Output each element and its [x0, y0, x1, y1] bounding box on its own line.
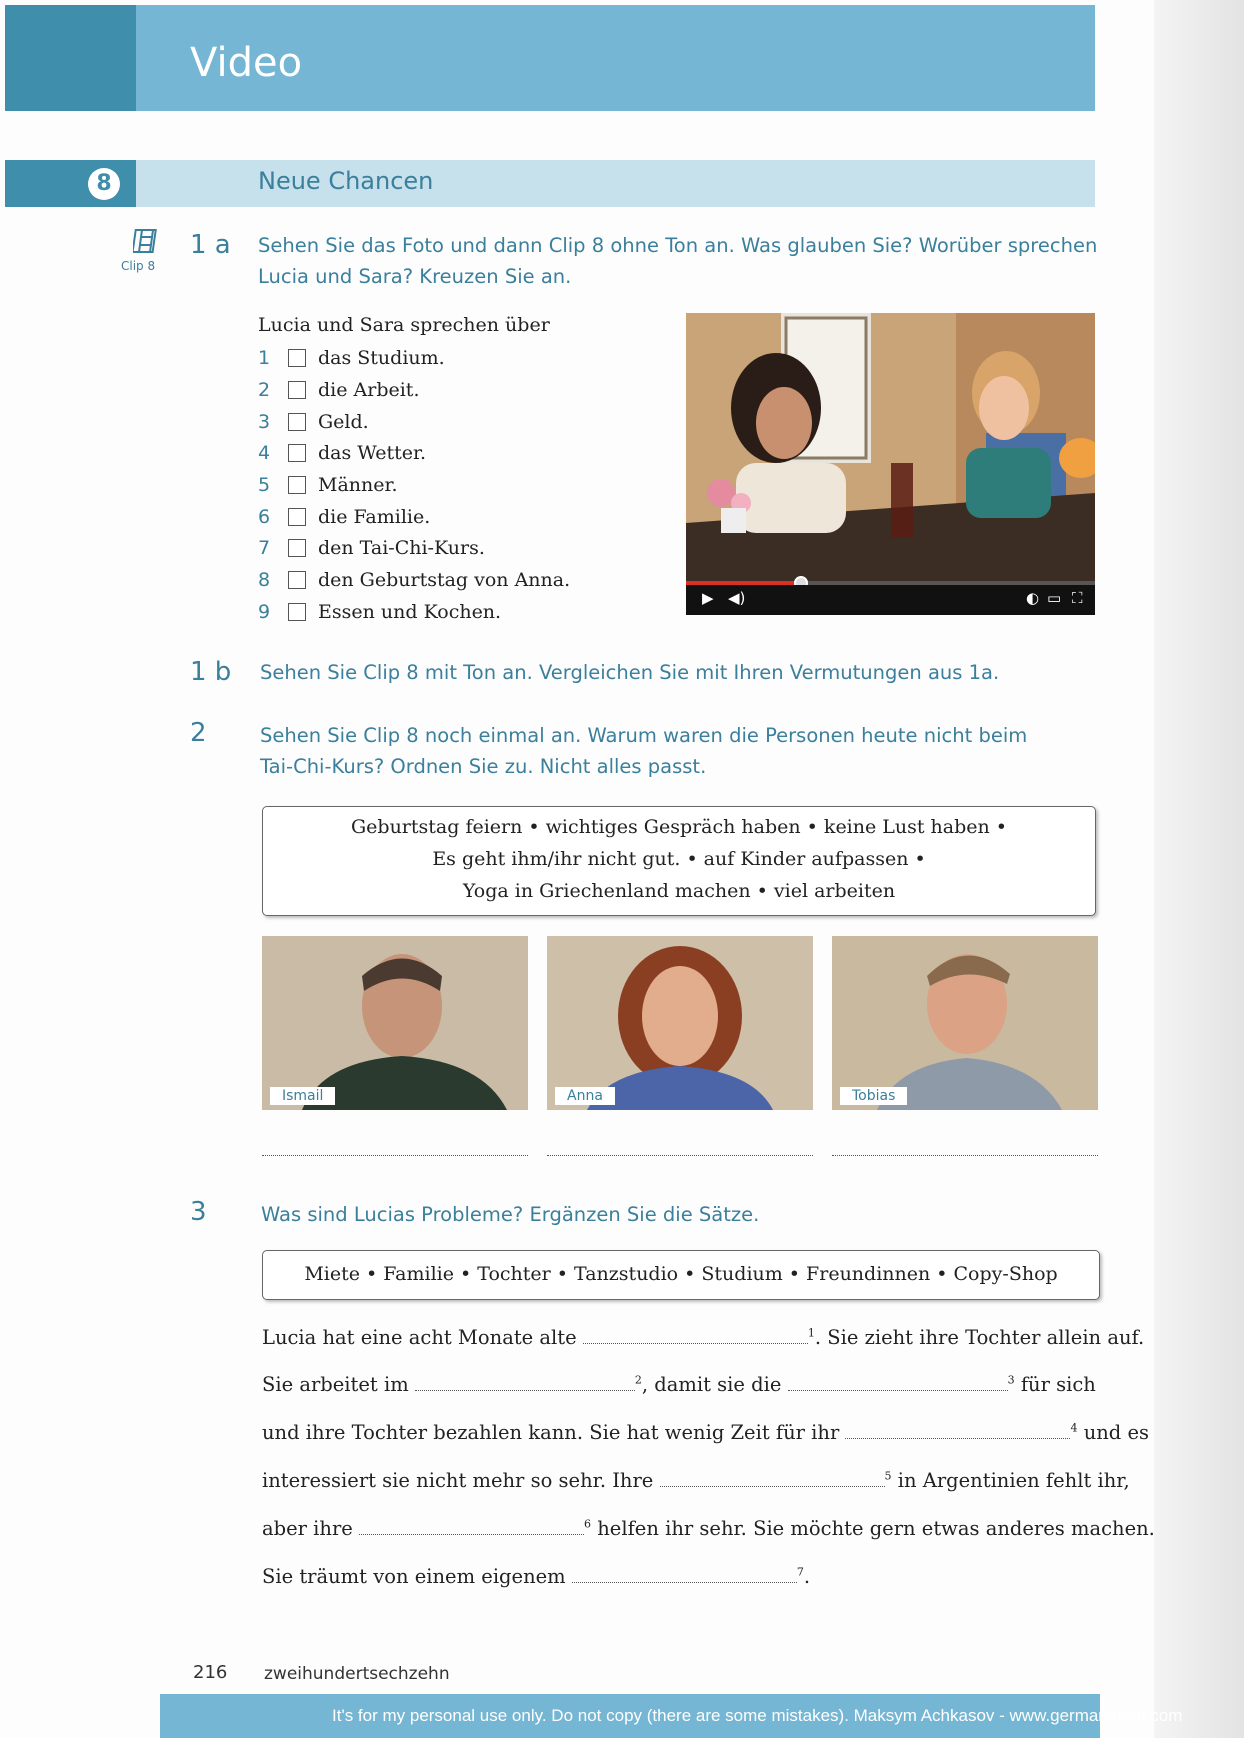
person-photo [262, 936, 528, 1110]
page-number: 216 [193, 1662, 228, 1683]
sentence-text: . Sie zieht ihre Tochter allein auf. [814, 1326, 1145, 1349]
sentence-text: Sie arbeitet im [262, 1373, 409, 1396]
option-label: Geld. [318, 411, 369, 433]
option-item [258, 343, 445, 373]
option-item [258, 502, 430, 532]
option-label: das Studium. [318, 347, 445, 369]
gap-number: 6 [584, 1517, 592, 1531]
sentence-text: Sie träumt von einem eigenem [262, 1565, 566, 1588]
film-strip-icon [133, 228, 159, 254]
exercise-1b-instruction: Sehen Sie Clip 8 mit Ton an. Vergleichen Sie mit Ihren Vermutungen aus 1a. [260, 661, 1000, 684]
sentence-text: und es [1083, 1421, 1150, 1444]
play-icon[interactable]: ▶ [702, 589, 714, 607]
word-box-line: Geburtstag feiern • wichtiges Gespräch haben • keine Lust haben • [350, 816, 1008, 838]
word-box-3: Miete • Familie • Tochter • Tanzstudio • Studium • Freundinnen • Copy-Shop [262, 1250, 1100, 1300]
sentence-text: in Argentinien fehlt ihr, [897, 1469, 1130, 1492]
option-checkbox[interactable] [288, 539, 306, 557]
option-checkbox[interactable] [288, 349, 306, 367]
gap-number: 5 [884, 1469, 892, 1483]
exercise-1a-lead: Lucia und Sara sprechen über [258, 314, 550, 336]
header-dark-block [5, 5, 136, 111]
chapter-number: 8 [88, 168, 120, 200]
page-edge [1154, 0, 1244, 1738]
instruction-line: Tai-Chi-Kurs? Ordnen Sie zu. Nicht alles passt. [260, 755, 707, 778]
fill-gap[interactable] [845, 1422, 1070, 1439]
option-checkbox[interactable] [288, 413, 306, 431]
fill-gap[interactable] [359, 1518, 584, 1535]
gap-number: 2 [634, 1373, 642, 1387]
fill-gap[interactable] [572, 1566, 797, 1583]
sentence-text: aber ihre [262, 1517, 353, 1540]
exercise-3-instruction: Was sind Lucias Probleme? Ergänzen Sie die Sätze. [261, 1203, 760, 1226]
option-number: 3 [258, 411, 271, 433]
sentence-text: und ihre Tochter bezahlen kann. Sie hat wenig Zeit für ihr [262, 1421, 840, 1444]
settings-icon[interactable]: ◐ [1026, 589, 1040, 607]
exercise-1a-instruction [258, 230, 1097, 292]
person-name-tag: Tobias [840, 1087, 907, 1105]
sentence-line [262, 1326, 1144, 1349]
clip-label: Clip 8 [121, 259, 156, 273]
instruction-line: Lucia und Sara? Kreuzen Sie an. [258, 265, 572, 288]
option-number: 6 [258, 506, 271, 528]
page-number-word: zweihundertsechzehn [264, 1664, 450, 1684]
fill-gap[interactable] [788, 1374, 1008, 1391]
page-title: Video [190, 40, 303, 86]
answer-line[interactable] [262, 1155, 528, 1156]
volume-icon[interactable]: ◀) [728, 589, 746, 607]
person-name-tag: Ismail [270, 1087, 335, 1105]
option-label: Männer. [318, 474, 398, 496]
option-item [258, 565, 570, 595]
sentence-line [262, 1565, 810, 1588]
option-checkbox[interactable] [288, 571, 306, 589]
answer-line[interactable] [832, 1155, 1098, 1156]
instruction-line: Sehen Sie das Foto und dann Clip 8 ohne Ton an. Was glauben Sie? Worüber sprechen [258, 234, 1098, 257]
exercise-number-1a: 1 a [190, 230, 231, 260]
option-checkbox[interactable] [288, 476, 306, 494]
sentence-text: für sich [1020, 1373, 1096, 1396]
option-number: 7 [258, 537, 271, 559]
chapter-title: Neue Chancen [258, 167, 434, 195]
word-box-2 [262, 806, 1096, 916]
video-frame [686, 313, 1095, 585]
sentence-line [262, 1421, 1149, 1444]
sentence-text: . [803, 1565, 811, 1588]
portrait-image [832, 936, 1098, 1110]
option-label: Essen und Kochen. [318, 601, 502, 623]
screen-mode-icon[interactable]: ▭ [1047, 589, 1062, 607]
option-item [258, 407, 369, 437]
gap-number: 3 [1007, 1373, 1015, 1387]
option-checkbox[interactable] [288, 444, 306, 462]
option-number: 4 [258, 442, 271, 464]
option-label: den Tai-Chi-Kurs. [318, 537, 485, 559]
option-checkbox[interactable] [288, 508, 306, 526]
person-photo [832, 936, 1098, 1110]
option-number: 5 [258, 474, 271, 496]
sentence-line [262, 1373, 1096, 1396]
sentence-line [262, 1469, 1130, 1492]
gap-number: 7 [796, 1565, 804, 1579]
option-number: 8 [258, 569, 271, 591]
option-number: 1 [258, 347, 271, 369]
option-item [258, 597, 501, 627]
option-item [258, 375, 420, 405]
option-label: das Wetter. [318, 442, 427, 464]
word-box-line: Yoga in Griechenland machen • viel arbeiten [462, 880, 896, 902]
exercise-number-2: 2 [190, 718, 207, 748]
option-item [258, 470, 398, 500]
exercise-number-1b: 1 b [190, 657, 232, 687]
option-item [258, 533, 485, 563]
gap-number: 1 [807, 1326, 815, 1340]
option-number: 9 [258, 601, 271, 623]
instruction-line: Sehen Sie Clip 8 noch einmal an. Warum waren die Personen heute nicht beim [260, 724, 1028, 747]
fullscreen-icon[interactable]: ⛶ [1072, 589, 1083, 607]
sentence-text: Lucia hat eine acht Monate alte [262, 1326, 577, 1349]
sentence-text: , damit sie die [641, 1373, 782, 1396]
option-label: den Geburtstag von Anna. [318, 569, 571, 591]
fill-gap[interactable] [583, 1327, 808, 1344]
portrait-image [262, 936, 528, 1110]
option-number: 2 [258, 379, 271, 401]
sentence-line [262, 1517, 1155, 1540]
option-label: die Familie. [318, 506, 431, 528]
portrait-image [547, 936, 813, 1110]
fill-gap[interactable] [415, 1374, 635, 1391]
exercise-number-3: 3 [190, 1197, 207, 1227]
exercise-2-instruction [260, 720, 1027, 782]
person-name-tag: Anna [555, 1087, 615, 1105]
gap-number: 4 [1070, 1421, 1078, 1435]
word-box-line: Es geht ihm/ihr nicht gut. • auf Kinder aufpassen • [432, 848, 926, 870]
video-player[interactable] [686, 313, 1095, 615]
sentence-text: interessiert sie nicht mehr so sehr. Ihre [262, 1469, 654, 1492]
option-label: die Arbeit. [318, 379, 420, 401]
sentence-text: helfen ihr sehr. Sie möchte gern etwas anderes machen. [597, 1517, 1155, 1540]
option-checkbox[interactable] [288, 603, 306, 621]
answer-line[interactable] [547, 1155, 813, 1156]
option-checkbox[interactable] [288, 381, 306, 399]
option-item [258, 438, 426, 468]
watermark-text: It's for my personal use only. Do not copy (there are some mistakes). Maksym Achkasov - www.german4real.com [332, 1706, 1183, 1725]
fill-gap[interactable] [660, 1470, 885, 1487]
person-photo [547, 936, 813, 1110]
